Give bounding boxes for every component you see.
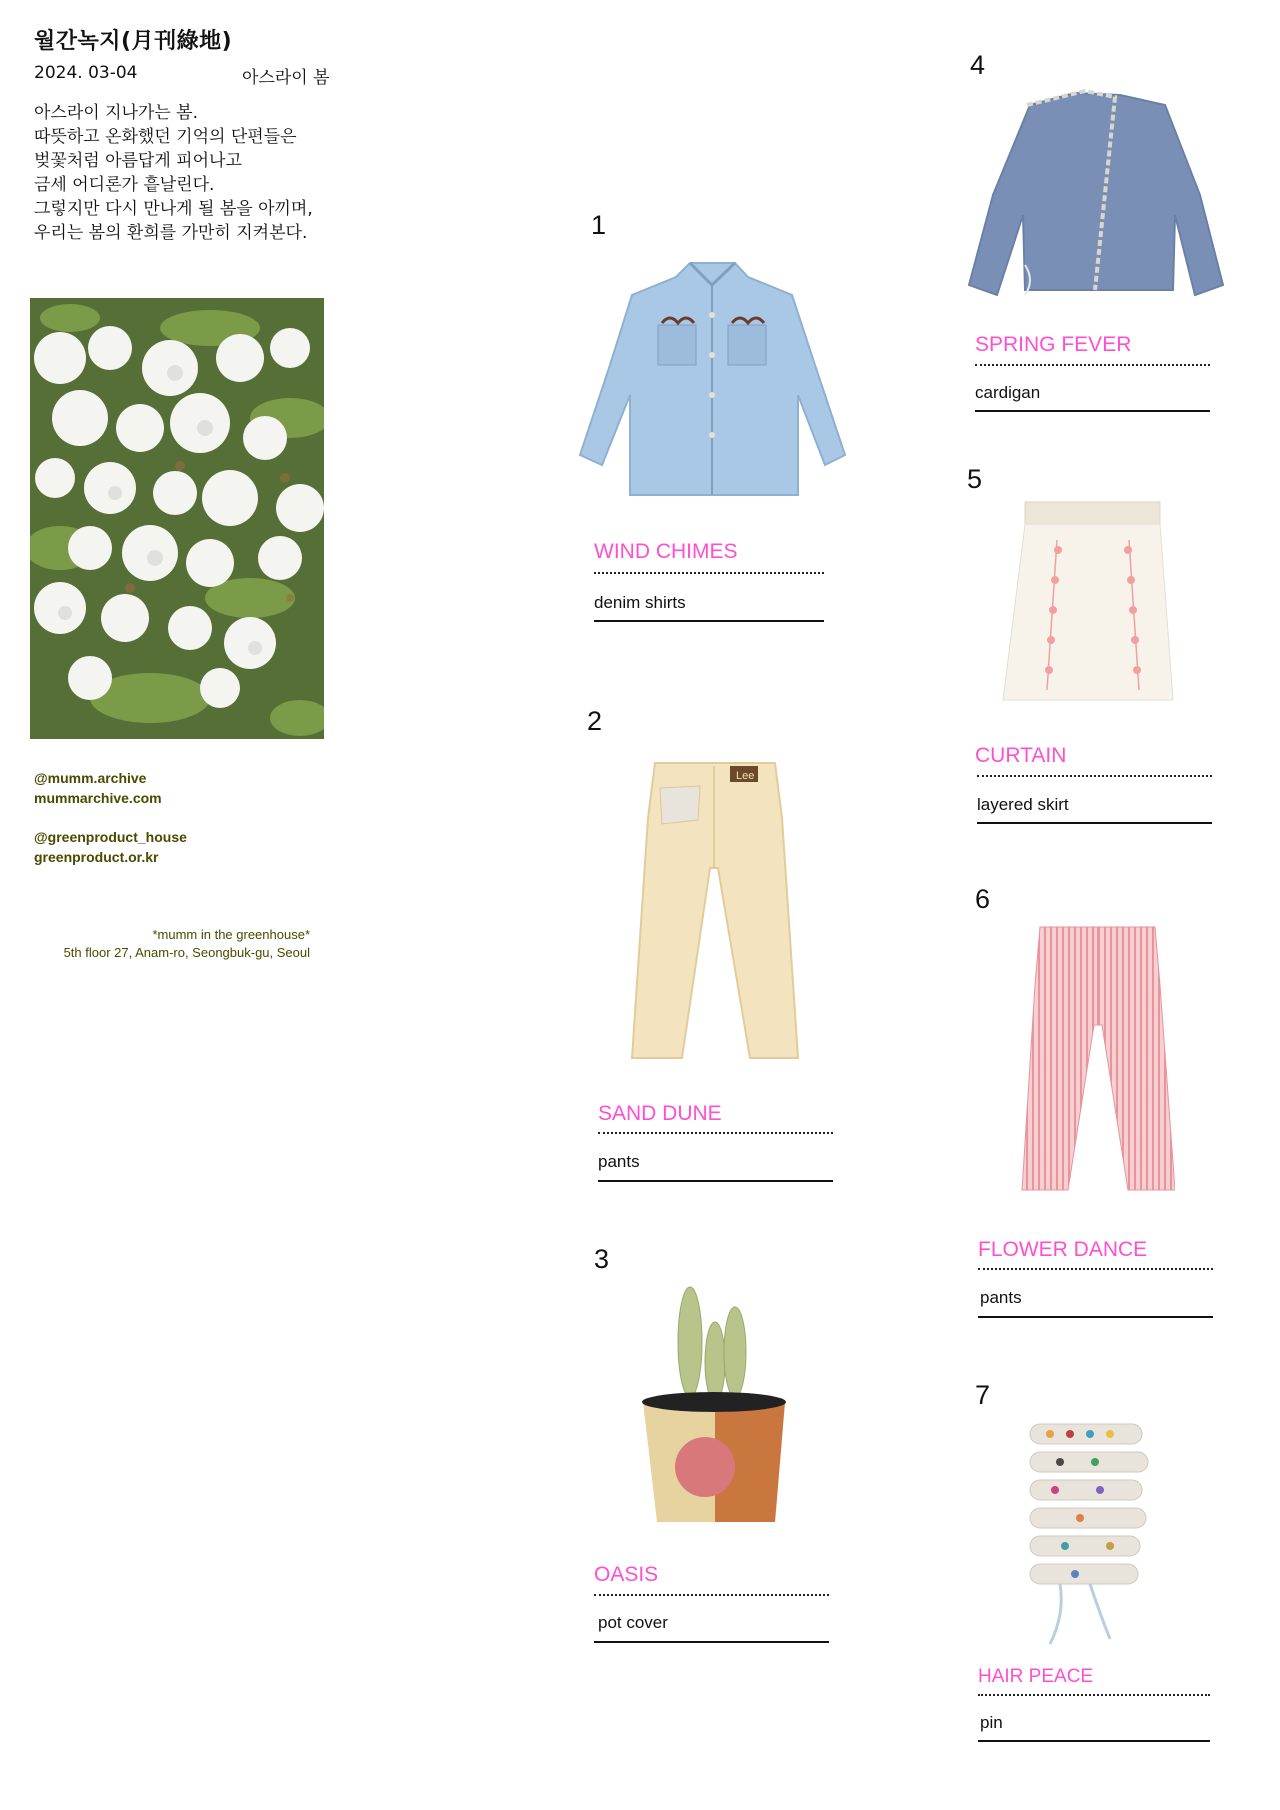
item-name: SAND DUNE (598, 1102, 722, 1125)
website-link-mumm[interactable]: mummarchive.com (34, 790, 162, 806)
poem-line: 아스라이 지나가는 봄. (34, 103, 199, 123)
item-number: 7 (975, 1380, 991, 1410)
underline-divider (977, 822, 1212, 824)
poem-line: 우리는 봄의 환희를 가만히 지켜본다. (34, 223, 308, 243)
underline-divider (594, 620, 824, 622)
denim-shirt-image (570, 255, 855, 500)
underline-divider (594, 1641, 829, 1643)
poem-line: 그렇지만 다시 만나게 될 봄을 아끼며, (34, 199, 313, 219)
poem-line: 금세 어디론가 흩날린다. (34, 175, 215, 195)
dotted-divider (978, 1694, 1210, 1696)
item-number: 3 (594, 1244, 610, 1274)
item-type: layered skirt (977, 795, 1069, 814)
poem-line: 따뜻하고 온화했던 기억의 단편들은 (34, 127, 297, 147)
pot-cover-image (635, 1272, 795, 1537)
contact-links (34, 768, 187, 867)
dotted-divider (975, 364, 1210, 366)
item-type: pants (598, 1152, 640, 1171)
sand-pants-image (620, 758, 810, 1063)
item-number: 6 (975, 884, 991, 914)
dotted-divider (978, 1268, 1213, 1270)
issue-theme: 아스라이 봄 (242, 68, 330, 88)
dotted-divider (598, 1132, 833, 1134)
dotted-divider (594, 572, 824, 574)
magazine-title: 월간녹지(月刊綠地) (34, 29, 233, 54)
address-block (64, 926, 310, 962)
underline-divider (978, 1316, 1213, 1318)
poem-line: 벚꽃처럼 아름답게 피어나고 (34, 151, 242, 171)
azalea-photo (30, 298, 324, 739)
item-number: 1 (591, 210, 607, 240)
item-number: 4 (970, 50, 986, 80)
underline-divider (975, 410, 1210, 412)
instagram-link-greenproduct[interactable]: @greenproduct_house (34, 829, 187, 845)
intro-poem (34, 101, 313, 245)
hair-pins-image (1020, 1418, 1180, 1653)
item-type: pot cover (598, 1613, 668, 1632)
item-name: CURTAIN (975, 744, 1067, 767)
website-link-greenproduct[interactable]: greenproduct.or.kr (34, 849, 159, 865)
item-name: HAIR PEACE (978, 1666, 1094, 1687)
striped-pants-image (1020, 925, 1175, 1195)
item-name: WIND CHIMES (594, 540, 738, 563)
dotted-divider (594, 1594, 829, 1596)
issue-date: 2024. 03-04 (34, 63, 138, 83)
item-type: cardigan (975, 383, 1041, 402)
item-number: 5 (967, 464, 983, 494)
cardigan-image (965, 85, 1225, 300)
item-name: FLOWER DANCE (978, 1238, 1148, 1261)
item-type: denim shirts (594, 593, 686, 612)
item-type: pin (980, 1713, 1003, 1732)
item-type: pants (980, 1288, 1022, 1307)
item-name: SPRING FEVER (975, 333, 1132, 356)
item-name: OASIS (594, 1563, 659, 1586)
underline-divider (598, 1180, 833, 1182)
street-address: 5th floor 27, Anam-ro, Seongbuk-gu, Seoul (63, 945, 310, 960)
underline-divider (978, 1740, 1210, 1742)
svg-text:Lee: Lee (736, 770, 755, 782)
venue-name: *mumm in the greenhouse* (152, 927, 310, 942)
layered-skirt-image (995, 500, 1190, 710)
dotted-divider (977, 775, 1212, 777)
item-number: 2 (587, 706, 603, 736)
instagram-link-mumm[interactable]: @mumm.archive (34, 770, 147, 786)
